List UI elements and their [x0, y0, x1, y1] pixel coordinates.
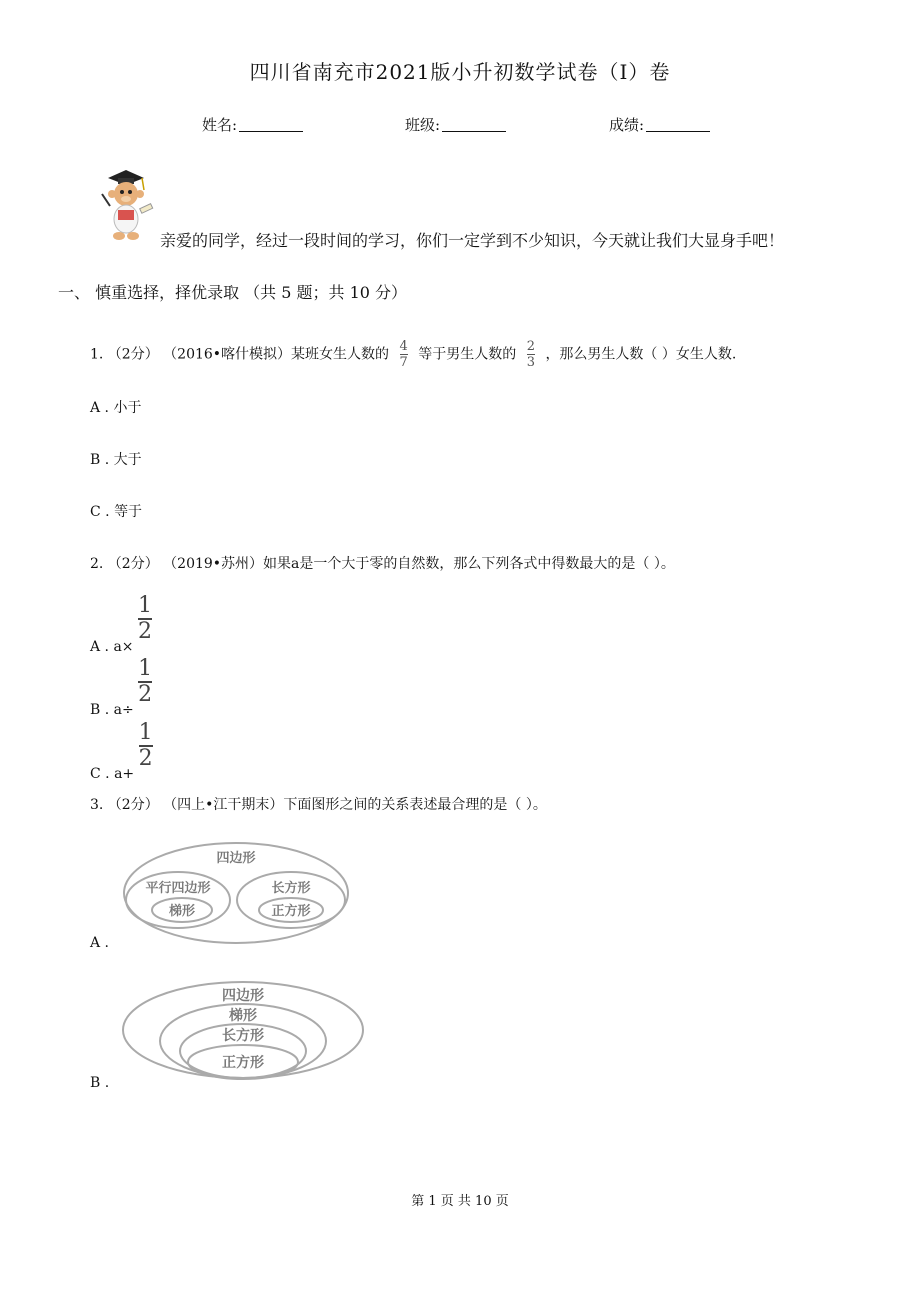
diagram-a-left-outer-label: 平行四边形: [145, 881, 211, 896]
class-field: [405, 114, 506, 135]
question-1-option-b[interactable]: B . 大于: [90, 452, 142, 468]
page-title: 四川省南充市2021版小升初数学试卷（I）卷: [249, 60, 671, 84]
fraction-1-2: $\frac{1}{2}$: [138, 593, 152, 644]
question-1-middle: 等于男生人数的: [418, 346, 517, 363]
diagram-b-level2-label: 梯形: [229, 1008, 257, 1024]
diagram-a-right-outer-label: 长方形: [271, 881, 311, 896]
name-label: 姓名:: [202, 116, 238, 134]
venn-diagram-b: [120, 978, 370, 1087]
question-1-option-c[interactable]: C . 等于: [90, 504, 143, 520]
question-3: 3. （2分） （四上•江干期末）下面图形之间的关系表述最合理的是（ ）。: [90, 797, 547, 813]
greeting-text: 亲爱的同学，经过一段时间的学习，你们一定学到不少知识，今天就让我们大显身手吧！: [160, 231, 785, 250]
fraction-1-2: $\frac{1}{2}$: [138, 720, 153, 771]
fraction-1-2: $\frac{1}{2}$: [138, 656, 153, 707]
diagram-a-outer-label: 四边形: [216, 851, 256, 866]
diagram-a-right-inner-label: 正方形: [271, 904, 311, 919]
question-1-prefix: 1. （2分） （2016•喀什模拟）某班女生人数的: [90, 346, 390, 363]
page-footer: 第 1 页 共 10 页: [411, 1194, 509, 1209]
mascot-image: [88, 164, 158, 246]
question-2-option-a[interactable]: A . a× $\frac{1}{2}$: [90, 593, 152, 655]
question-3-option-b[interactable]: B .: [90, 1075, 110, 1091]
fraction-4-7: $\frac{4}{7}$: [399, 339, 408, 370]
question-2-option-c[interactable]: C . a+ $\frac{1}{2}$: [90, 720, 153, 782]
question-3-option-a[interactable]: A .: [90, 935, 110, 951]
class-blank: [442, 117, 506, 132]
diagram-b-level3-label: 长方形: [222, 1028, 264, 1044]
question-1-suffix: ，那么男生人数（ ）女生人数.: [545, 346, 737, 363]
section-heading: 一、 慎重选择，择优录取 （共 5 题；共 10 分）: [58, 283, 408, 302]
score-blank: [646, 117, 710, 132]
score-field: [609, 114, 710, 135]
fraction-2-3: $\frac{2}{3}$: [526, 339, 535, 370]
venn-diagram-a: [120, 838, 352, 952]
class-label: 班级:: [405, 116, 441, 134]
name-field: [202, 114, 303, 135]
question-1: [90, 340, 736, 369]
diagram-b-level4-label: 正方形: [222, 1055, 264, 1071]
diagram-b-level1-label: 四边形: [222, 988, 264, 1004]
question-1-option-a[interactable]: A . 小于: [90, 400, 142, 416]
name-blank: [239, 117, 303, 132]
question-2: 2. （2分） （2019•苏州）如果a是一个大于零的自然数，那么下列各式中得数最大的是（ ）。: [90, 556, 675, 572]
score-label: 成绩:: [609, 116, 645, 134]
question-2-option-b[interactable]: B . a÷ $\frac{1}{2}$: [90, 656, 153, 718]
diagram-a-left-inner-label: 梯形: [168, 904, 196, 919]
